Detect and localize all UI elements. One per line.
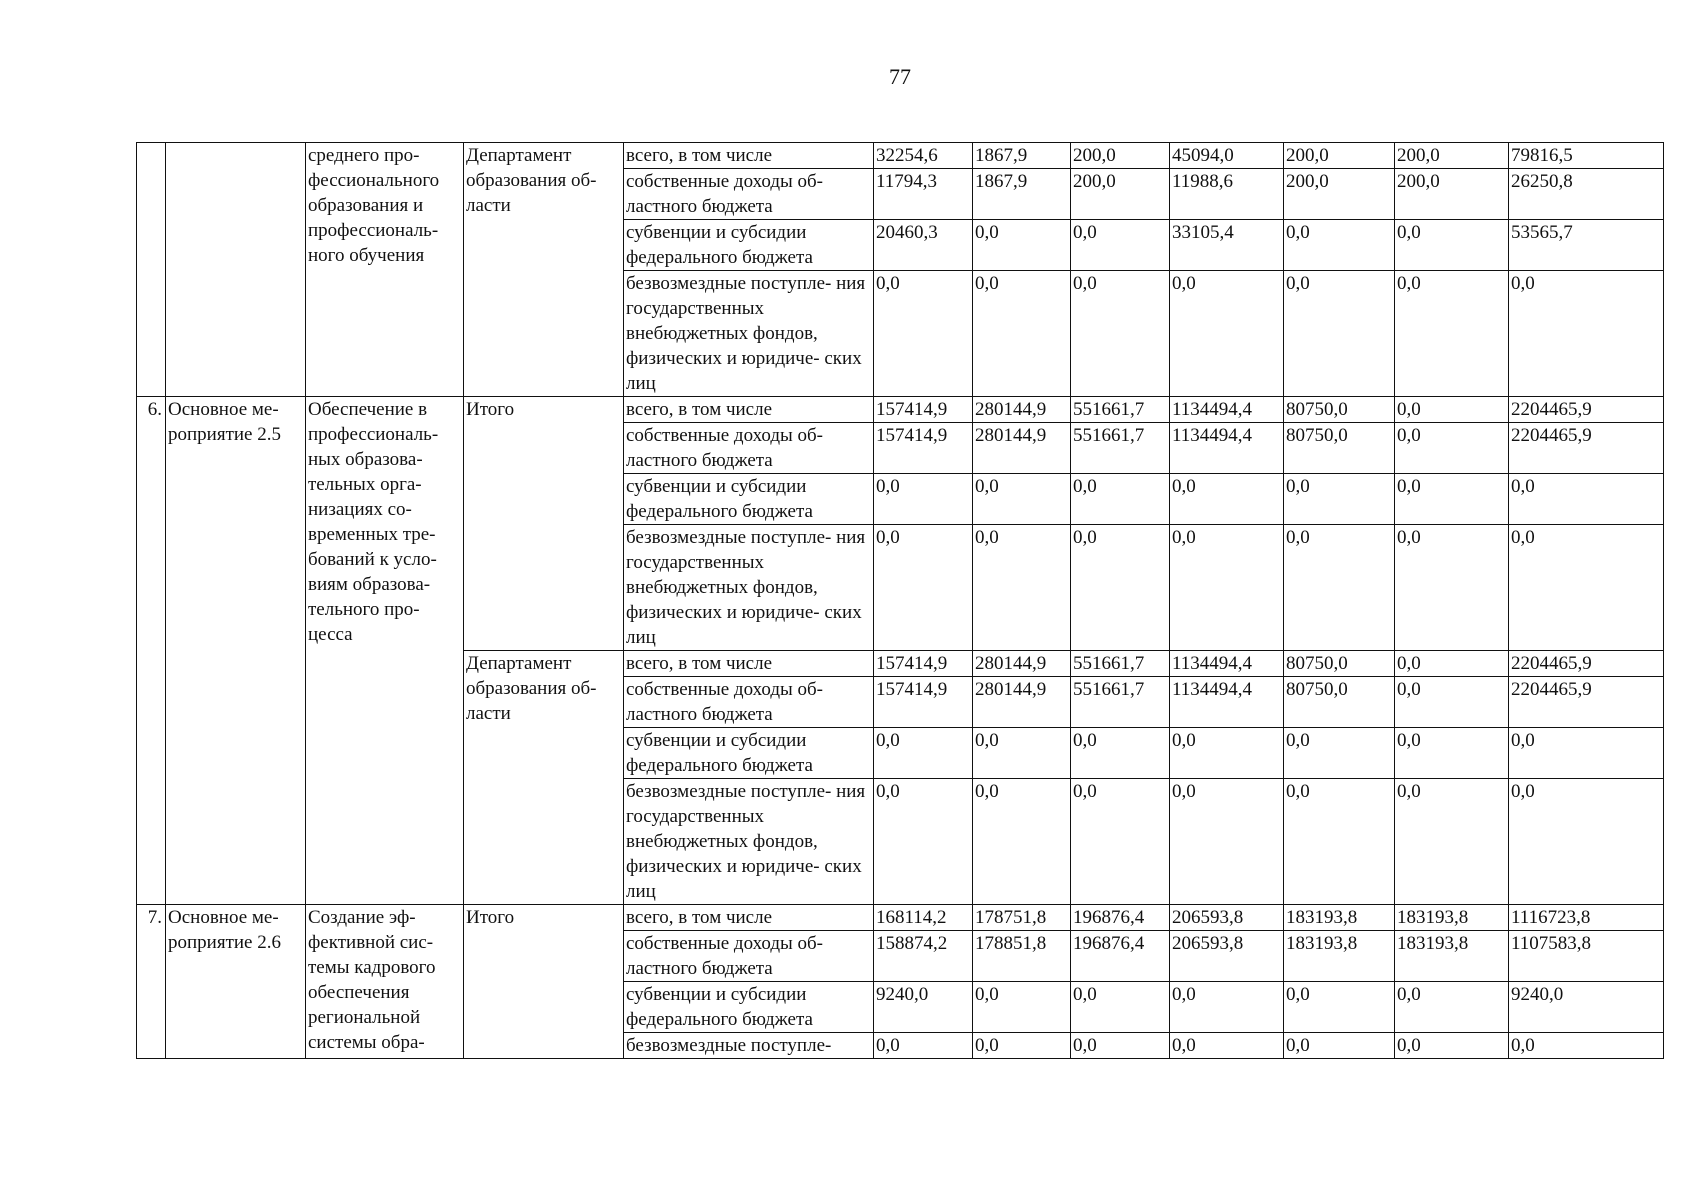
event-name-cell: Обеспечение в профессиональ- ных образова- тельных орга- низациях со- временных тре- бований к усло- виям образова- тельного про- цесса [306,397,464,905]
funding-source-cell: собственные доходы об- ластного бюджета [624,677,874,728]
amount-cell: 183193,8 [1284,905,1395,931]
amount-cell: 200,0 [1395,143,1509,169]
row-number-cell: 6. [137,397,166,905]
funding-source-cell: собственные доходы об- ластного бюджета [624,931,874,982]
amount-cell: 0,0 [1284,1033,1395,1059]
amount-cell: 45094,0 [1170,143,1284,169]
amount-cell: 0,0 [1071,728,1170,779]
amount-cell: 0,0 [973,1033,1071,1059]
amount-cell: 0,0 [1395,1033,1509,1059]
amount-cell: 32254,6 [874,143,973,169]
amount-cell: 1134494,4 [1170,651,1284,677]
amount-cell: 0,0 [1170,474,1284,525]
funding-source-cell: всего, в том числе [624,143,874,169]
row-number-cell: 7. [137,905,166,1059]
amount-cell: 196876,4 [1071,931,1170,982]
amount-cell: 53565,7 [1509,220,1664,271]
amount-cell: 0,0 [874,271,973,397]
amount-cell: 178751,8 [973,905,1071,931]
amount-cell: 2204465,9 [1509,397,1664,423]
amount-cell: 79816,5 [1509,143,1664,169]
amount-cell: 0,0 [1284,525,1395,651]
amount-cell: 200,0 [1284,143,1395,169]
amount-cell: 0,0 [1395,271,1509,397]
amount-cell: 0,0 [1395,474,1509,525]
amount-cell: 200,0 [1284,169,1395,220]
amount-cell: 168114,2 [874,905,973,931]
amount-cell: 0,0 [1170,271,1284,397]
amount-cell: 183193,8 [1284,931,1395,982]
amount-cell: 0,0 [874,779,973,905]
amount-cell: 0,0 [1170,728,1284,779]
amount-cell: 551661,7 [1071,677,1170,728]
amount-cell: 0,0 [1170,1033,1284,1059]
amount-cell: 0,0 [1395,397,1509,423]
executor-cell: Департамент образования об- ласти [464,651,624,905]
amount-cell: 0,0 [973,474,1071,525]
amount-cell: 0,0 [1395,779,1509,905]
amount-cell: 280144,9 [973,423,1071,474]
funding-source-cell: всего, в том числе [624,905,874,931]
measure-cell: Основное ме- роприятие 2.5 [166,397,306,905]
funding-source-cell: безвозмездные поступле- ния государственных внебюджетных фондов, физических и юридиче- ских лиц [624,779,874,905]
amount-cell: 157414,9 [874,423,973,474]
amount-cell: 0,0 [874,1033,973,1059]
amount-cell: 80750,0 [1284,677,1395,728]
amount-cell: 1107583,8 [1509,931,1664,982]
amount-cell: 0,0 [973,779,1071,905]
amount-cell: 2204465,9 [1509,651,1664,677]
event-name-cell: среднего про- фессионального образования и профессиональ- ного обучения [306,143,464,397]
amount-cell: 0,0 [973,525,1071,651]
amount-cell: 0,0 [973,982,1071,1033]
executor-cell: Итого [464,397,624,651]
amount-cell: 0,0 [874,474,973,525]
amount-cell: 0,0 [874,728,973,779]
amount-cell: 280144,9 [973,651,1071,677]
funding-source-cell: субвенции и субсидии федерального бюджета [624,982,874,1033]
amount-cell: 0,0 [1395,677,1509,728]
amount-cell: 0,0 [1284,728,1395,779]
amount-cell: 26250,8 [1509,169,1664,220]
amount-cell: 0,0 [1170,779,1284,905]
amount-cell: 0,0 [1071,779,1170,905]
amount-cell: 206593,8 [1170,905,1284,931]
amount-cell: 0,0 [1509,474,1664,525]
amount-cell: 158874,2 [874,931,973,982]
executor-cell: Итого [464,905,624,1059]
amount-cell: 551661,7 [1071,651,1170,677]
amount-cell: 0,0 [1284,779,1395,905]
funding-source-cell: всего, в том числе [624,397,874,423]
amount-cell: 9240,0 [874,982,973,1033]
amount-cell: 2204465,9 [1509,677,1664,728]
amount-cell: 1867,9 [973,143,1071,169]
funding-source-cell: всего, в том числе [624,651,874,677]
amount-cell: 0,0 [1170,525,1284,651]
amount-cell: 0,0 [1170,982,1284,1033]
funding-source-cell: безвозмездные поступле- ния государственных внебюджетных фондов, физических и юридиче- ских лиц [624,525,874,651]
row-number-cell [137,143,166,397]
budget-table [136,142,1664,1059]
amount-cell: 157414,9 [874,677,973,728]
amount-cell: 0,0 [1395,423,1509,474]
funding-source-cell: субвенции и субсидии федерального бюджета [624,728,874,779]
amount-cell: 280144,9 [973,397,1071,423]
amount-cell: 1116723,8 [1509,905,1664,931]
amount-cell: 11988,6 [1170,169,1284,220]
amount-cell: 0,0 [1071,220,1170,271]
amount-cell: 0,0 [1509,525,1664,651]
amount-cell: 0,0 [1071,525,1170,651]
amount-cell: 183193,8 [1395,931,1509,982]
funding-source-cell: безвозмездные поступле- [624,1033,874,1059]
amount-cell: 11794,3 [874,169,973,220]
amount-cell: 196876,4 [1071,905,1170,931]
amount-cell: 200,0 [1071,169,1170,220]
amount-cell: 0,0 [1395,651,1509,677]
amount-cell: 200,0 [1071,143,1170,169]
amount-cell: 1134494,4 [1170,677,1284,728]
amount-cell: 0,0 [874,525,973,651]
amount-cell: 178851,8 [973,931,1071,982]
amount-cell: 0,0 [1284,220,1395,271]
amount-cell: 0,0 [1071,271,1170,397]
amount-cell: 1867,9 [973,169,1071,220]
amount-cell: 0,0 [1509,271,1664,397]
page-number: 77 [889,64,911,89]
amount-cell: 0,0 [1509,728,1664,779]
amount-cell: 0,0 [973,220,1071,271]
funding-source-cell: субвенции и субсидии федерального бюджета [624,474,874,525]
amount-cell: 1134494,4 [1170,423,1284,474]
table-row [137,905,1664,931]
amount-cell: 0,0 [973,728,1071,779]
amount-cell: 0,0 [1071,982,1170,1033]
amount-cell: 0,0 [1284,271,1395,397]
amount-cell: 2204465,9 [1509,423,1664,474]
amount-cell: 9240,0 [1509,982,1664,1033]
amount-cell: 0,0 [1395,220,1509,271]
amount-cell: 0,0 [1284,982,1395,1033]
amount-cell: 0,0 [1509,779,1664,905]
funding-source-cell: безвозмездные поступле- ния государственных внебюджетных фондов, физических и юридиче- ских лиц [624,271,874,397]
amount-cell: 80750,0 [1284,651,1395,677]
amount-cell: 157414,9 [874,397,973,423]
amount-cell: 20460,3 [874,220,973,271]
amount-cell: 280144,9 [973,677,1071,728]
amount-cell: 0,0 [1509,1033,1664,1059]
measure-cell: Основное ме- роприятие 2.6 [166,905,306,1059]
amount-cell: 1134494,4 [1170,397,1284,423]
amount-cell: 551661,7 [1071,423,1170,474]
amount-cell: 200,0 [1395,169,1509,220]
measure-cell [166,143,306,397]
amount-cell: 0,0 [1395,728,1509,779]
funding-source-cell: собственные доходы об- ластного бюджета [624,423,874,474]
executor-cell: Департамент образования об- ласти [464,143,624,397]
amount-cell: 551661,7 [1071,397,1170,423]
amount-cell: 0,0 [1284,474,1395,525]
amount-cell: 0,0 [1395,525,1509,651]
amount-cell: 80750,0 [1284,397,1395,423]
amount-cell: 0,0 [1071,1033,1170,1059]
amount-cell: 0,0 [1071,474,1170,525]
amount-cell: 183193,8 [1395,905,1509,931]
amount-cell: 0,0 [1395,982,1509,1033]
amount-cell: 0,0 [973,271,1071,397]
table-row [137,397,1664,423]
amount-cell: 33105,4 [1170,220,1284,271]
amount-cell: 157414,9 [874,651,973,677]
funding-source-cell: субвенции и субсидии федерального бюджета [624,220,874,271]
amount-cell: 206593,8 [1170,931,1284,982]
funding-source-cell: собственные доходы об- ластного бюджета [624,169,874,220]
table-row [137,143,1664,169]
event-name-cell: Создание эф- фективной сис- темы кадрового обеспечения региональной системы обра- [306,905,464,1059]
amount-cell: 80750,0 [1284,423,1395,474]
